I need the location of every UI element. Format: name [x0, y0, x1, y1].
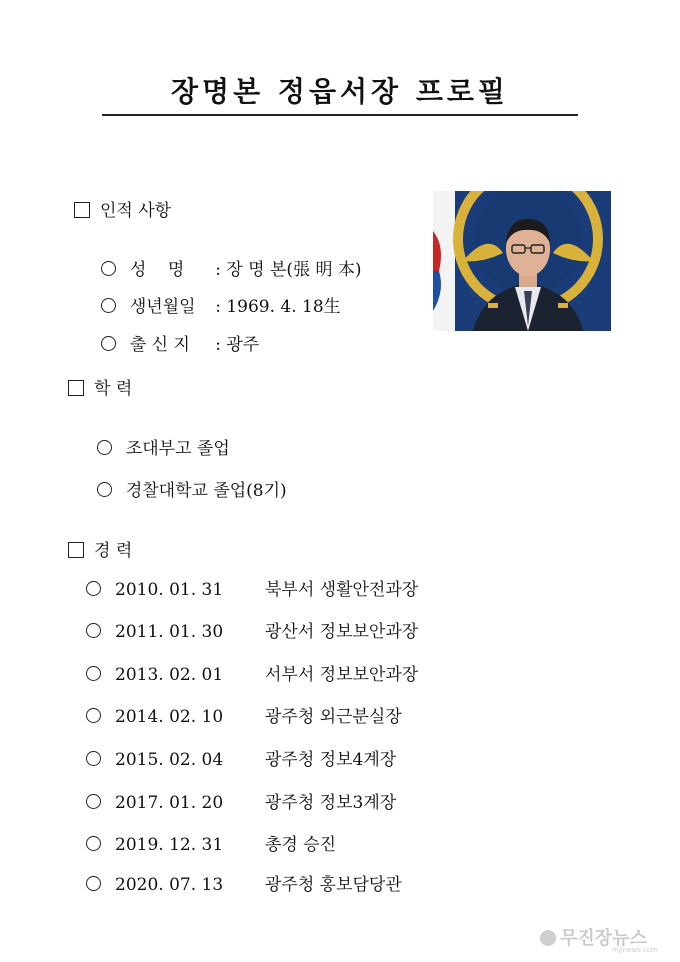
title-underline	[102, 114, 578, 116]
career-desc: 서부서 정보보안과장	[265, 665, 419, 685]
circle-bullet-icon	[86, 581, 101, 596]
personal-row: 성 명 : 장 명 본(張 明 本)	[90, 235, 362, 280]
education-item: 경찰대학교 졸업(8기)	[125, 481, 287, 501]
section-heading: 인적 사항	[100, 201, 172, 221]
personal-row: 생년월일 : 1969. 4. 18生	[90, 272, 341, 317]
circle-bullet-icon	[86, 876, 101, 891]
portrait-illustration	[433, 191, 611, 331]
career-desc: 광주청 외근분실장	[265, 707, 402, 727]
section-education	[68, 374, 132, 399]
watermark: 무진장뉴스	[540, 924, 647, 950]
circle-bullet-icon	[86, 708, 101, 723]
career-desc: 총경 승진	[265, 835, 337, 855]
career-date: 2011. 01. 30	[115, 622, 224, 642]
circle-bullet-icon	[86, 623, 101, 638]
section-career	[68, 536, 132, 561]
circle-bullet-icon	[86, 666, 101, 681]
circle-bullet-icon	[97, 440, 112, 455]
field-label: 출 신 지	[129, 335, 190, 355]
watermark-url: mjjnews.com	[612, 946, 658, 954]
checkbox-square-icon	[68, 380, 84, 396]
section-heading: 학 력	[94, 379, 133, 399]
career-desc: 광주청 정보3계장	[265, 793, 397, 813]
checkbox-square-icon	[74, 202, 90, 218]
portrait-photo	[433, 191, 611, 331]
career-row	[86, 575, 418, 600]
career-row	[86, 830, 336, 855]
career-date: 2019. 12. 31	[115, 835, 224, 855]
career-date: 2010. 01. 31	[115, 580, 224, 600]
circle-bullet-icon	[101, 336, 116, 351]
circle-bullet-icon	[86, 794, 101, 809]
circle-bullet-icon	[86, 751, 101, 766]
personal-row: 출 신 지 : 광주	[90, 310, 259, 355]
field-value: 광주	[226, 335, 260, 355]
circle-bullet-icon	[97, 482, 112, 497]
section-heading: 경 력	[94, 541, 133, 561]
career-date: 2014. 02. 10	[115, 707, 224, 727]
career-row	[86, 702, 402, 727]
circle-bullet-icon	[86, 836, 101, 851]
career-desc: 광주청 정보4계장	[265, 750, 397, 770]
news-logo-icon	[540, 930, 556, 946]
page-title: 장명본 정읍서장 프로필	[171, 75, 509, 108]
career-date: 2015. 02. 04	[115, 750, 224, 770]
career-date: 2013. 02. 01	[115, 665, 224, 685]
career-desc: 광주청 홍보담당관	[265, 875, 402, 895]
education-row	[86, 456, 287, 501]
field-value: 장 명 본(張 明 本)	[226, 260, 362, 280]
education-item: 조대부고 졸업	[125, 439, 230, 459]
field-value: 1969. 4. 18生	[226, 297, 341, 317]
career-row	[86, 788, 396, 813]
career-row	[86, 870, 402, 895]
career-desc: 광산서 정보보안과장	[265, 622, 419, 642]
career-row	[86, 617, 418, 642]
section-personal	[74, 196, 171, 221]
field-label: 생년월일	[129, 297, 196, 317]
education-row	[86, 414, 230, 459]
checkbox-square-icon	[68, 542, 84, 558]
career-row	[86, 660, 418, 685]
career-date: 2017. 01. 20	[115, 793, 224, 813]
career-desc: 북부서 생활안전과장	[265, 580, 419, 600]
career-date: 2020. 07. 13	[115, 875, 224, 895]
field-label: 성 명	[129, 260, 185, 280]
career-row	[86, 745, 396, 770]
